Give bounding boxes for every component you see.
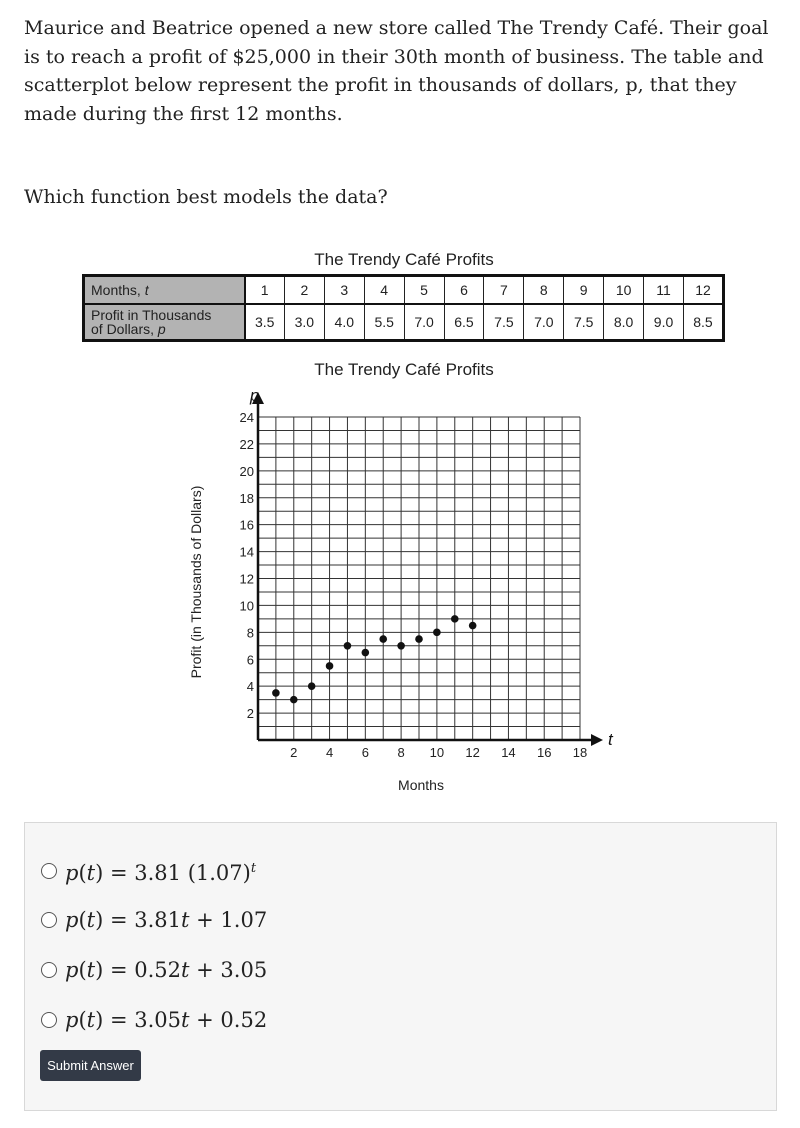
profits-header-var: p (157, 321, 166, 337)
month-cell: 9 (564, 276, 604, 305)
x-tick-label: 2 (290, 745, 298, 760)
y-tick-label: 6 (246, 652, 254, 668)
y-tick-label: 2 (246, 706, 254, 722)
data-point (397, 642, 405, 650)
month-cell: 8 (524, 276, 564, 305)
option-exponential[interactable] (41, 856, 256, 886)
y-tick-label: 12 (239, 571, 254, 587)
scatterplot (0, 355, 800, 805)
month-cell: 11 (644, 276, 684, 305)
data-point (469, 622, 477, 630)
data-point (272, 689, 280, 697)
chart-axes (252, 392, 603, 746)
profits-header-line1: Profit in Thousands (91, 307, 212, 323)
month-cell: 4 (364, 276, 404, 305)
option-4-slope: 3.05 (134, 1008, 182, 1032)
option-2-intercept: 1.07 (220, 908, 268, 932)
x-tick-label: 12 (465, 745, 480, 760)
option-linear-c[interactable] (41, 1005, 267, 1035)
submit-answer-button[interactable]: Submit Answer (40, 1050, 141, 1081)
months-header-text: Months, (91, 282, 145, 298)
x-axis-label: Months (398, 777, 444, 793)
months-header (84, 276, 245, 305)
radio-option-1[interactable] (41, 863, 57, 879)
month-cell: 1 (245, 276, 285, 305)
radio-option-2[interactable] (41, 912, 57, 928)
y-axis-label: Profit (in Thousands of Dollars) (188, 485, 204, 679)
x-tick-label: 8 (397, 745, 405, 760)
profit-cell: 6.5 (444, 304, 484, 341)
question-text: Which function best models the data? (24, 186, 388, 208)
month-cell: 10 (604, 276, 644, 305)
option-linear-a[interactable] (41, 905, 267, 935)
x-axis-var: t (608, 730, 613, 749)
month-cell: 12 (683, 276, 723, 305)
option-4-formula: p(t) = 3.05t + 0.52 (65, 1008, 268, 1032)
option-2-slope: 3.81 (134, 908, 182, 932)
data-point (362, 649, 370, 657)
profit-cell: 3.5 (245, 304, 285, 341)
radio-option-3[interactable] (41, 962, 57, 978)
data-point (451, 615, 459, 623)
y-tick-label: 8 (246, 625, 254, 641)
x-tick-label: 10 (429, 745, 445, 760)
profits-row (84, 304, 724, 341)
option-1-coef: 3.81 (134, 861, 182, 885)
radio-option-4[interactable] (41, 1012, 57, 1028)
option-4-intercept: 0.52 (220, 1008, 268, 1032)
profit-cell: 7.5 (484, 304, 524, 341)
option-1-formula: p(t) = 3.81 $(1.07)^t$ (65, 861, 257, 885)
x-tick-label: 4 (325, 745, 334, 760)
option-3-intercept: 3.05 (220, 958, 268, 982)
table-title: The Trendy Café Profits (314, 250, 494, 269)
months-row (84, 276, 724, 305)
y-tick-label: 14 (239, 544, 254, 560)
answer-panel (24, 822, 777, 1111)
profit-cell: 7.5 (564, 304, 604, 341)
month-cell: 3 (324, 276, 364, 305)
data-point (433, 629, 441, 637)
problem-text: Maurice and Beatrice opened a new store called The Trendy Café. Their goal is to reach a profit of $25,000 in their 30th month of business. The table and scatterplot below represent the profit in thousands of dollars, p, that they made during the first 12 months. (24, 17, 769, 125)
month-cell: 5 (404, 276, 444, 305)
x-tick-label: 14 (501, 745, 516, 760)
option-3-formula: p(t) = 0.52t + 3.05 (65, 958, 268, 982)
y-tick-label: 20 (239, 463, 254, 479)
data-point (379, 635, 387, 643)
chart-title: The Trendy Café Profits (314, 360, 494, 379)
profit-cell: 4.0 (324, 304, 364, 341)
month-cell: 6 (444, 276, 484, 305)
month-cell: 2 (284, 276, 324, 305)
months-header-var: t (144, 282, 149, 298)
y-tick-label: 22 (239, 436, 254, 452)
option-3-slope: 0.52 (134, 958, 182, 982)
x-tick-label: 18 (572, 745, 588, 760)
y-tick-label: 24 (239, 410, 254, 425)
y-tick-label: 10 (239, 598, 254, 614)
option-linear-b[interactable] (41, 955, 267, 985)
y-tick-label: 16 (239, 517, 254, 533)
month-cell: 7 (484, 276, 524, 305)
chart-ticks (240, 410, 588, 760)
option-1-base: 1.07 (195, 861, 243, 885)
profit-table (82, 274, 725, 342)
profit-cell: 7.0 (404, 304, 444, 341)
data-point (326, 662, 334, 670)
profit-cell: 3.0 (284, 304, 324, 341)
y-tick-label: 4 (246, 679, 254, 695)
x-axis-arrow (591, 734, 603, 746)
y-axis-var: p (250, 386, 260, 405)
option-2-formula: p(t) = 3.81t + 1.07 (65, 908, 268, 932)
y-tick-label: 18 (239, 490, 254, 506)
data-point (308, 682, 316, 690)
chart-grid (258, 417, 580, 740)
data-point (415, 635, 423, 643)
data-point (344, 642, 352, 650)
profit-cell: 9.0 (644, 304, 684, 341)
data-point (290, 696, 298, 704)
profit-cell: 7.0 (524, 304, 564, 341)
profit-cell: 5.5 (364, 304, 404, 341)
profits-header-line2: of Dollars, (91, 321, 158, 337)
profit-cell: 8.5 (683, 304, 723, 341)
x-tick-label: 6 (361, 745, 369, 760)
x-tick-label: 16 (536, 745, 552, 760)
profit-cell: 8.0 (604, 304, 644, 341)
profits-header (84, 304, 245, 341)
